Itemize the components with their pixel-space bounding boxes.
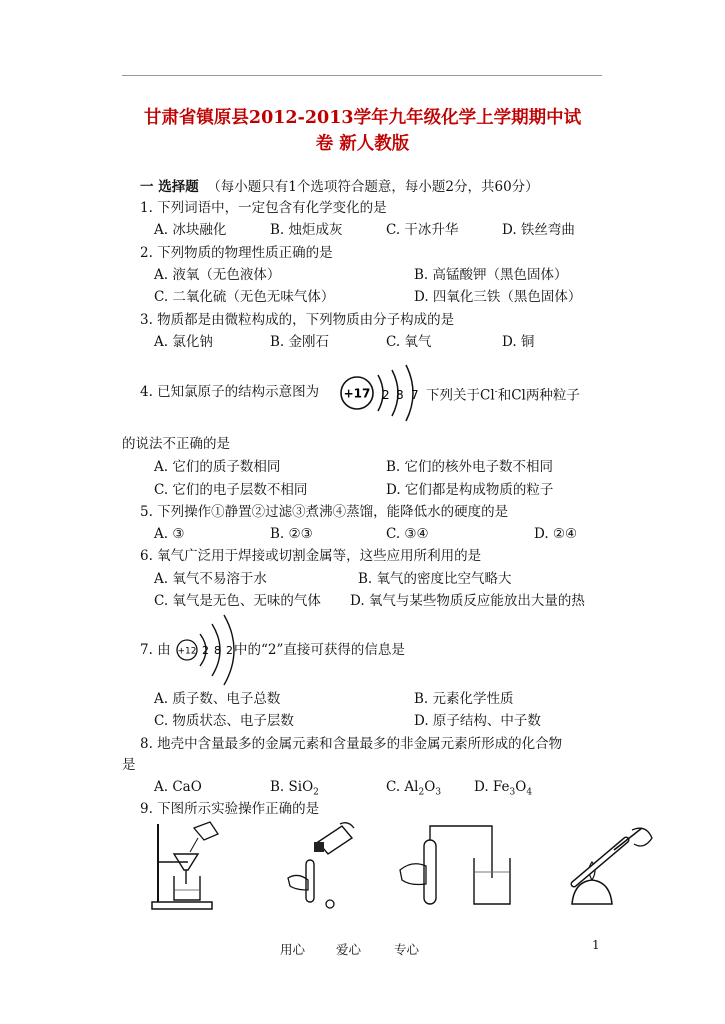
nucleus-charge: +17 [343, 386, 371, 401]
q7-option-b: B. 元素化学性质 [414, 691, 514, 707]
q7-option-d: D. 原子结构、中子数 [414, 713, 541, 729]
q8-stem-cont: 是 [122, 757, 136, 773]
hand-bottom [288, 875, 308, 890]
q3-option-d: D. 铜 [502, 334, 535, 350]
q4-stem-post [426, 383, 580, 405]
q8-option-c-sub2: 3 [435, 787, 442, 798]
q5-option-d: D. ②④ [534, 526, 578, 542]
header-rule [122, 75, 602, 76]
pouring-beaker [194, 822, 218, 840]
q2-option-b: B. 高锰酸钾（黑色固体） [414, 267, 568, 283]
shell-electrons-1: 2 [382, 388, 390, 402]
q5-option-a: A. ③ [154, 526, 185, 542]
q2-option-d: D. 四氧化三铁（黑色固体） [414, 289, 582, 305]
q1-option-a: A. 冰块融化 [154, 222, 227, 238]
q2-option-c: C. 二氧化硫（无色无味气体） [154, 289, 335, 305]
q8-option-d-mid: O [515, 779, 527, 795]
q8-option-d-sub2: 4 [526, 787, 533, 798]
q7-stem-post: 中的“2”直接可获得的信息是 [234, 642, 405, 658]
section-label: 一 选择题 [140, 179, 199, 195]
q1-option-d: D. 铁丝弯曲 [502, 222, 575, 238]
shell-electrons-3: 2 [226, 644, 233, 657]
footer-word-3: 专心 [394, 942, 420, 957]
nucleus-charge: +12 [177, 646, 197, 657]
q6-option-d: D. 氧气与某些物质反应能放出大量的热 [350, 593, 585, 609]
section-heading [140, 178, 539, 196]
shell-electrons-3: 7 [411, 388, 419, 402]
chlorine-atom-diagram [338, 362, 430, 424]
q4-option-a: A. 它们的质子数相同 [154, 459, 281, 475]
q6-stem: 6. 氧气广泛用于焊接或切割金属等，这些应用所利用的是 [140, 548, 482, 564]
page-title-line2: 卷 新人教版 [315, 134, 410, 154]
q8-option-d [474, 778, 532, 802]
q4-option-c: C. 它们的电子层数不相同 [154, 482, 308, 498]
shell-electrons-2: 8 [396, 388, 404, 402]
footer-word-1: 用心 [280, 942, 306, 957]
q8-option-c-sub1: 2 [418, 787, 425, 798]
bottle-stopper [326, 900, 334, 908]
glass-rod [190, 838, 198, 852]
bottle-label [314, 842, 324, 852]
page-title-line1: 甘肃省镇原县2012-2013学年九年级化学上学期期中试 [143, 108, 582, 128]
experiment-figure-airtightness [392, 820, 524, 912]
q6-option-a: A. 氧气不易溶于水 [154, 571, 267, 587]
delivery-tube [430, 826, 492, 878]
q2-option-a: A. 液氧（无色液体） [154, 267, 281, 283]
q8-option-c-text: C. Al [386, 779, 419, 795]
q8-stem: 8. 地壳中含量最多的金属元素和含量最多的非金属元素所形成的化合物 [140, 736, 563, 752]
q8-option-b-text: B. SiO [270, 779, 314, 795]
q8-option-b [270, 778, 319, 802]
q8-option-d-text: D. Fe [474, 779, 510, 795]
q4-chloride-sign: - [494, 387, 498, 397]
q4-option-b: B. 它们的核外电子数不相同 [386, 459, 554, 475]
q5-option-b: B. ②③ [270, 526, 313, 542]
q1-stem: 1. 下列词语中，一定包含有化学变化的是 [140, 200, 387, 216]
hand [632, 828, 652, 846]
beaker [174, 876, 200, 900]
q8-option-c-mid: O [424, 779, 436, 795]
q3-stem: 3. 物质都是由微粒构成的，下列物质由分子构成的是 [140, 312, 455, 328]
q7-stem-pre: 7. 由 [140, 642, 171, 658]
shell-electrons-1: 2 [202, 644, 209, 657]
stand-base [152, 902, 212, 909]
experiment-figure-solid-addition [282, 820, 362, 912]
q7-option-c: C. 物质状态、电子层数 [154, 713, 294, 729]
q6-option-b: B. 氧气的密度比空气略大 [358, 571, 512, 587]
q4-stem-post-text: 下列关于Cl [426, 387, 495, 404]
q3-option-b: B. 金刚石 [270, 334, 330, 350]
q1-option-b: B. 烛炬成灰 [270, 222, 343, 238]
footer-word-2: 爱心 [336, 942, 362, 957]
q5-stem: 5. 下列操作①静置②过滤③煮沸④蒸馏，能降低水的硬度的是 [140, 504, 509, 520]
q9-stem: 9. 下图所示实验操作正确的是 [140, 801, 320, 817]
q4-stem-cont: 的说法不正确的是 [122, 436, 230, 452]
q1-option-c: C. 干冰升华 [386, 222, 459, 238]
experiment-figure-heating [552, 820, 662, 912]
q3-option-a: A. 氯化钠 [154, 334, 213, 350]
test-tube [306, 860, 314, 902]
q4-stem-end: 和Cl两种粒子 [497, 387, 580, 404]
q8-option-d-sub1: 3 [509, 787, 516, 798]
page-number: 1 [592, 938, 600, 952]
q5-option-c: C. ③④ [386, 526, 429, 542]
q8-option-b-sub: 2 [313, 787, 319, 798]
q8-option-a: A. CaO [154, 779, 202, 795]
shell-electrons-2: 8 [214, 644, 221, 657]
hand [400, 864, 426, 885]
section-note: （每小题只有1个选项符合题意，每小题2分，共60分） [207, 179, 539, 195]
experiment-figure-filtration [148, 820, 228, 912]
q4-option-d: D. 它们都是构成物质的粒子 [386, 482, 554, 498]
q6-option-c: C. 氧气是无色、无味的气体 [154, 593, 321, 609]
q2-stem: 2. 下列物质的物理性质正确的是 [140, 245, 333, 261]
q8-option-c [386, 778, 441, 802]
tube-holder [614, 828, 642, 850]
q4-stem-pre: 4. 已知氯原子的结构示意图为 [140, 384, 320, 400]
q3-option-c: C. 氧气 [386, 334, 432, 350]
q7-option-a: A. 质子数、电子总数 [154, 691, 281, 707]
